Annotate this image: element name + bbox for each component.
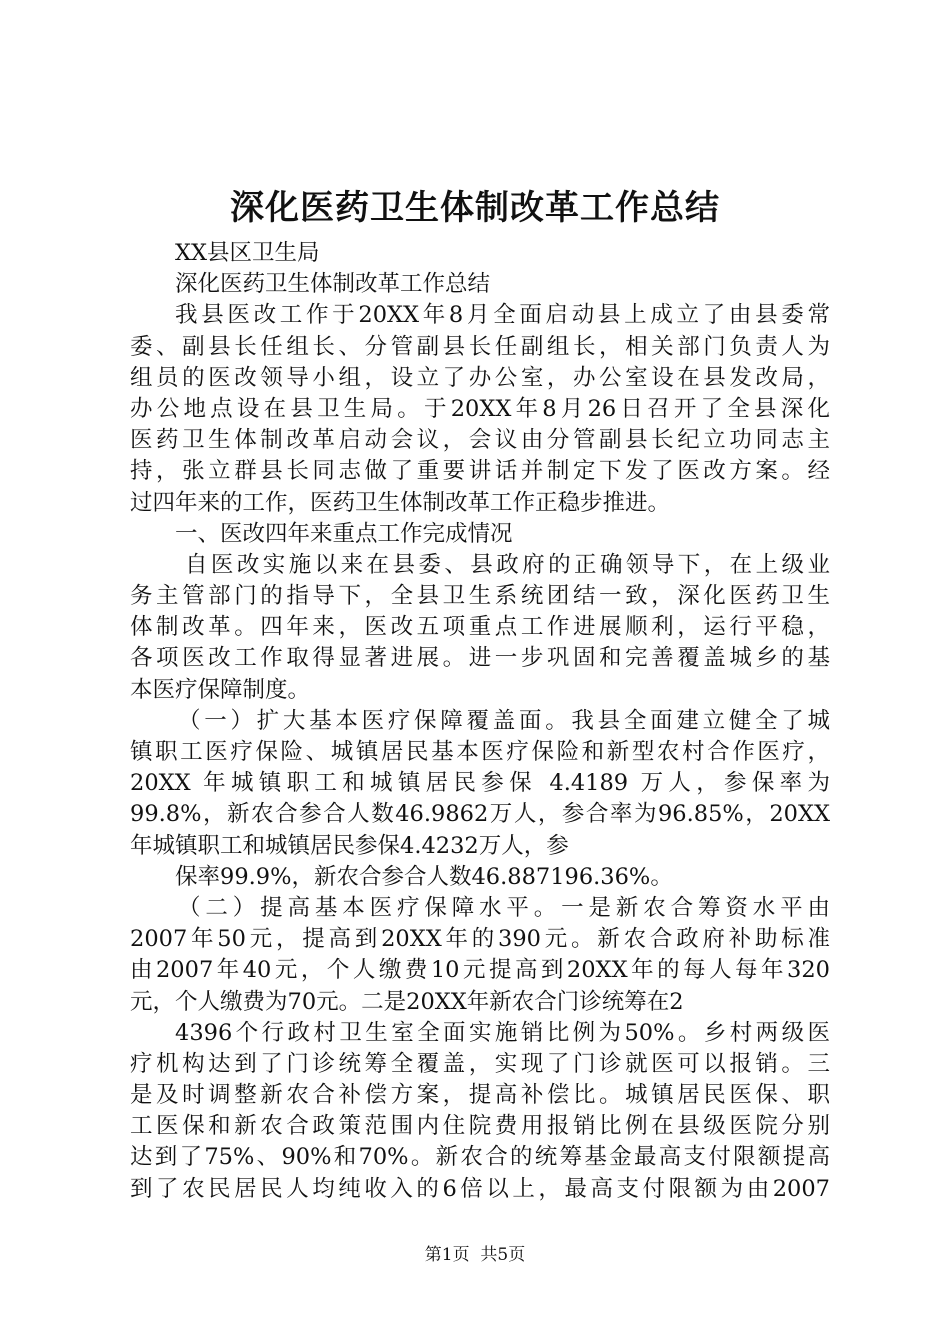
paragraph-line: 疗机构达到了门诊统筹全覆盖，实现了门诊就医可以报销。三 bbox=[130, 1050, 830, 1077]
paragraph-line: 组员的医改领导小组，设立了办公室，办公室设在县发改局， bbox=[130, 364, 830, 391]
paragraph-line: 我县医改工作于20XX年8月全面启动县上成立了由县委常 bbox=[175, 302, 830, 329]
paragraph-line: 务主管部门的指导下，全县卫生系统团结一致，深化医药卫生 bbox=[130, 583, 830, 610]
document-title: 深化医药卫生体制改革工作总结 bbox=[230, 188, 720, 228]
paragraph-line: 办公地点设在县卫生局。于20XX年8月26日召开了全县深化 bbox=[130, 395, 830, 422]
section-heading: 一、医改四年来重点工作完成情况 bbox=[175, 520, 513, 547]
page-footer bbox=[0, 1243, 950, 1267]
paragraph-line: 本医疗保障制度。 bbox=[130, 676, 311, 703]
document-body bbox=[130, 238, 830, 1205]
paragraph-line: 20XX 年城镇职工和城镇居民参保 4.4189 万人，参保率为 bbox=[130, 770, 830, 797]
paragraph-line: 年城镇职工和城镇居民参保4.4232万人，参 bbox=[130, 832, 569, 859]
paragraph-line: 医药卫生体制改革启动会议，会议由分管副县长纪立功同志主 bbox=[130, 427, 830, 454]
paragraph-line: 2007年50元，提高到20XX年的390元。新农合政府补助标准 bbox=[130, 926, 830, 953]
page-number: 第1页 共5页 bbox=[424, 1245, 526, 1265]
paragraph-line: 保率99.9%，新农合参合人数46.887196.36%。 bbox=[175, 863, 673, 890]
paragraph-line: 委、副县长任组长、分管副县长任副组长，相关部门负责人为 bbox=[130, 333, 830, 360]
paragraph-line: （一）扩大基本医疗保障覆盖面。我县全面建立健全了城 bbox=[178, 707, 830, 734]
paragraph-line: 达到了75%、90%和70%。新农合的统筹基金最高支付限额提高 bbox=[130, 1144, 830, 1171]
paragraph-line: 镇职工医疗保险、城镇居民基本医疗保险和新型农村合作医疗， bbox=[130, 739, 830, 765]
issuer-line: XX县区卫生局 bbox=[175, 240, 320, 266]
paragraph-line: 各项医改工作取得显著进展。进一步巩固和完善覆盖城乡的基 bbox=[130, 645, 830, 672]
paragraph-line: 元，个人缴费为70元。二是20XX年新农合门诊统筹在2 bbox=[130, 988, 684, 1015]
paragraph-line: 到了农民居民人均纯收入的6倍以上，最高支付限额为由2007 bbox=[130, 1175, 830, 1202]
paragraph-line: 工医保和新农合政策范围内住院费用报销比例在县级医院分别 bbox=[130, 1113, 830, 1140]
paragraph-line: 4396个行政村卫生室全面实施销比例为50%。乡村两级医 bbox=[175, 1019, 830, 1046]
paragraph-line: 过四年来的工作，医药卫生体制改革工作正稳步推进。 bbox=[130, 489, 671, 516]
paragraph-line: 由2007年40元，个人缴费10元提高到20XX年的每人每年320 bbox=[130, 957, 830, 984]
paragraph-line: 体制改革。四年来，医改五项重点工作进展顺利，运行平稳， bbox=[130, 614, 830, 641]
paragraph-line: （二）提高基本医疗保障水平。一是新农合筹资水平由 bbox=[178, 894, 830, 921]
paragraph-line: 99.8%，新农合参合人数46.9862万人，参合率为96.85%，20XX bbox=[130, 801, 830, 828]
paragraph-line: 自医改实施以来在县委、县政府的正确领导下，在上级业 bbox=[185, 551, 830, 578]
paragraph-line: 持，张立群县长同志做了重要讲话并制定下发了医改方案。经 bbox=[130, 458, 830, 485]
paragraph-line: 是及时调整新农合补偿方案，提高补偿比。城镇居民医保、职 bbox=[130, 1082, 830, 1109]
subtitle-line: 深化医药卫生体制改革工作总结 bbox=[175, 271, 491, 298]
